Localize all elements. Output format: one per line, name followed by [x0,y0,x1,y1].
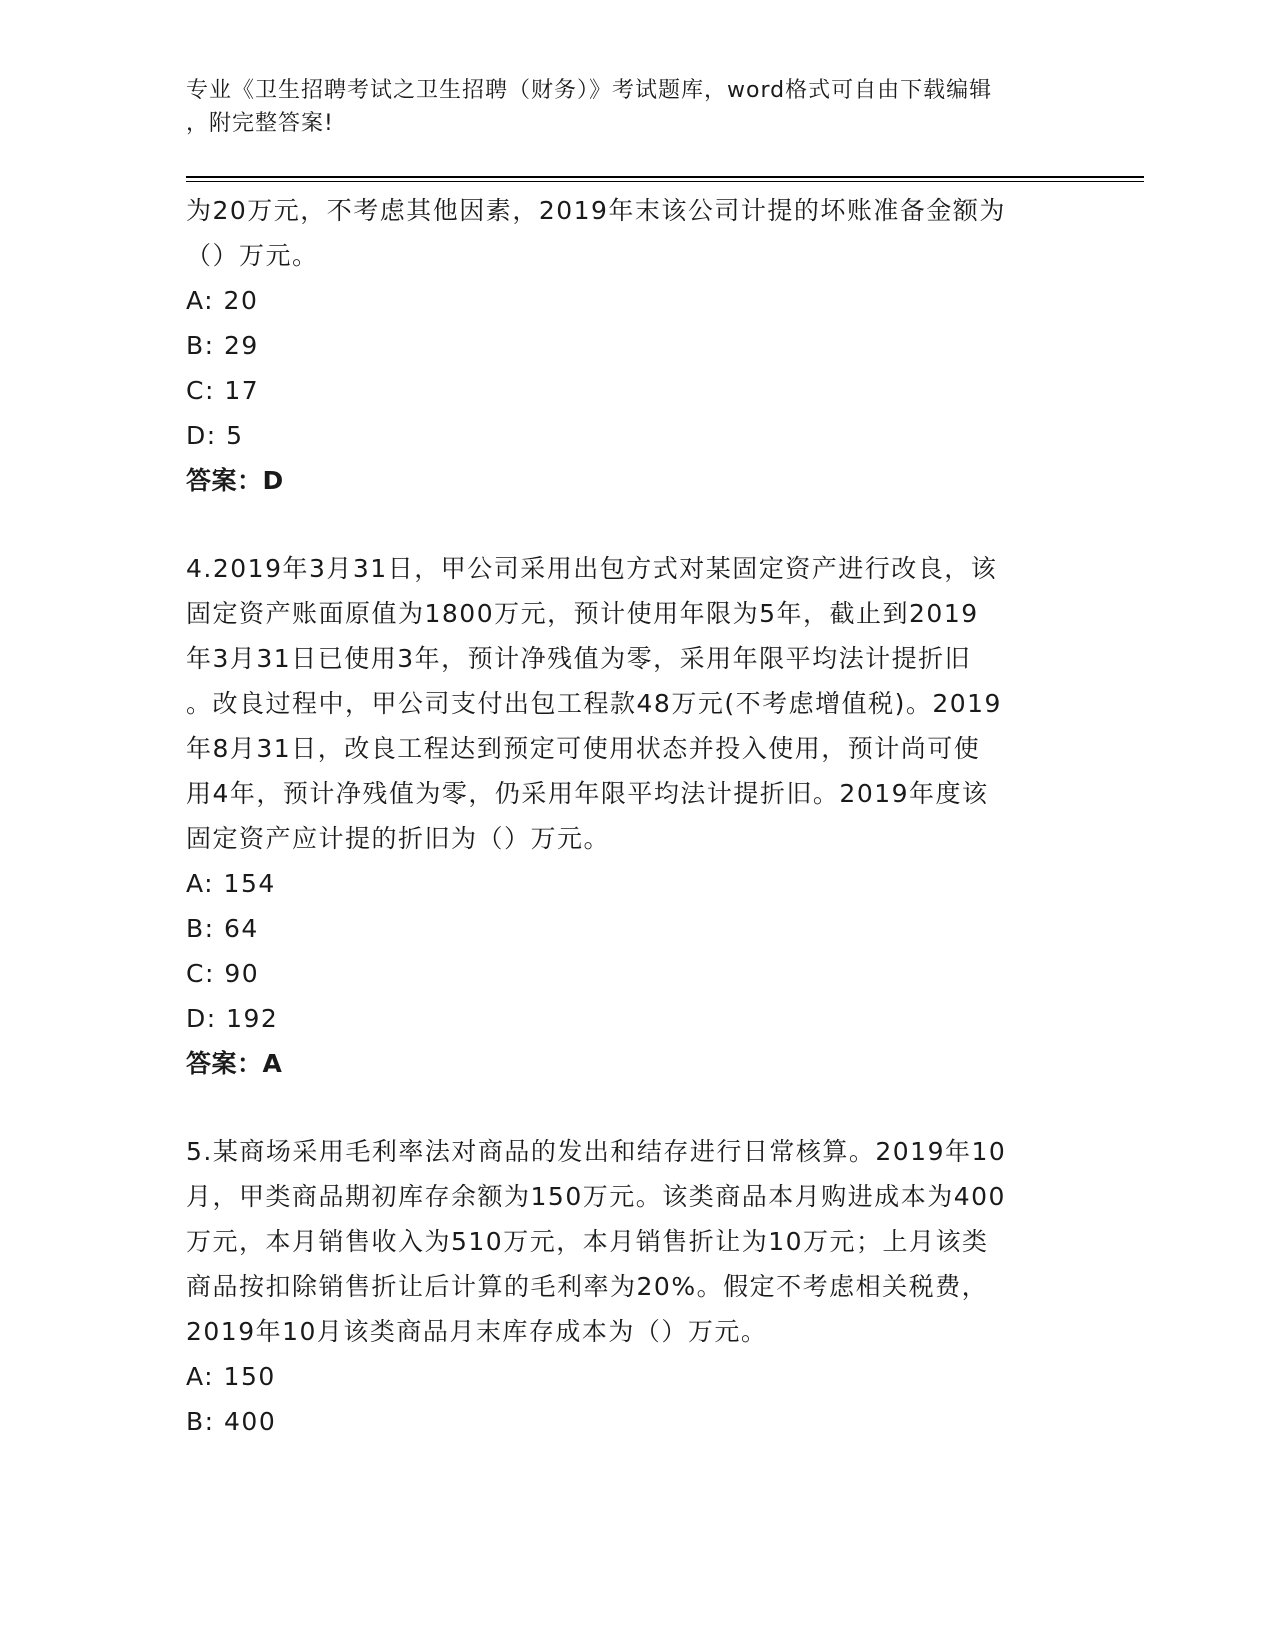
question-3 [186,188,1086,503]
option-a: A: 150 [186,1362,276,1391]
spacer [186,1086,1086,1129]
question-text-line: 4.2019年3月31日，甲公司采用出包方式对某固定资产进行改良，该 [186,554,998,583]
question-text-line: 年3月31日已使用3年，预计净残值为零，采用年限平均法计提折旧 [186,644,972,673]
question-4 [186,546,1086,1086]
header-divider-thin [186,181,1144,182]
question-text-line: （）万元。 [186,241,319,270]
option-b: B: 29 [186,331,259,360]
question-text-line: 2019年10月该类商品月末库存成本为（）万元。 [186,1317,768,1346]
header-title-line-2: ，附完整答案! [186,111,334,136]
option-c: C: 17 [186,376,260,405]
option-b: B: 400 [186,1407,277,1436]
document-header [186,74,1066,140]
question-text-line: 。改良过程中，甲公司支付出包工程款48万元(不考虑增值税)。2019 [186,689,1002,718]
question-text-line: 万元，本月销售收入为510万元，本月销售折让为10万元；上月该类 [186,1227,989,1256]
question-text-line: 年8月31日，改良工程达到预定可使用状态并投入使用，预计尚可使 [186,734,981,763]
question-5 [186,1129,1086,1444]
header-title-line-1: 专业《卫生招聘考试之卫生招聘（财务）》考试题库，word格式可自由下载编辑 [186,78,993,103]
header-divider-thick [186,176,1144,178]
question-text-line: 月，甲类商品期初库存余额为150万元。该类商品本月购进成本为400 [186,1182,1006,1211]
option-b: B: 64 [186,914,259,943]
option-a: A: 154 [186,869,276,898]
option-c: C: 90 [186,959,260,988]
question-text-line: 固定资产应计提的折旧为（）万元。 [186,824,611,853]
answer-line: 答案：A [186,1049,283,1078]
question-text-line: 固定资产账面原值为1800万元，预计使用年限为5年，截止到2019 [186,599,979,628]
spacer [186,503,1086,546]
option-d: D: 192 [186,1004,279,1033]
question-text-line: 5.某商场采用毛利率法对商品的发出和结存进行日常核算。2019年10 [186,1137,1007,1166]
question-text-line: 为20万元，不考虑其他因素，2019年末该公司计提的坏账准备金额为 [186,196,1006,225]
option-d: D: 5 [186,421,244,450]
question-text-line: 商品按扣除销售折让后计算的毛利率为20%。假定不考虑相关税费， [186,1272,989,1301]
answer-line: 答案：D [186,466,284,495]
question-text-line: 用4年，预计净残值为零，仍采用年限平均法计提折旧。2019年度该 [186,779,989,808]
question-content [186,188,1086,1444]
option-a: A: 20 [186,286,259,315]
